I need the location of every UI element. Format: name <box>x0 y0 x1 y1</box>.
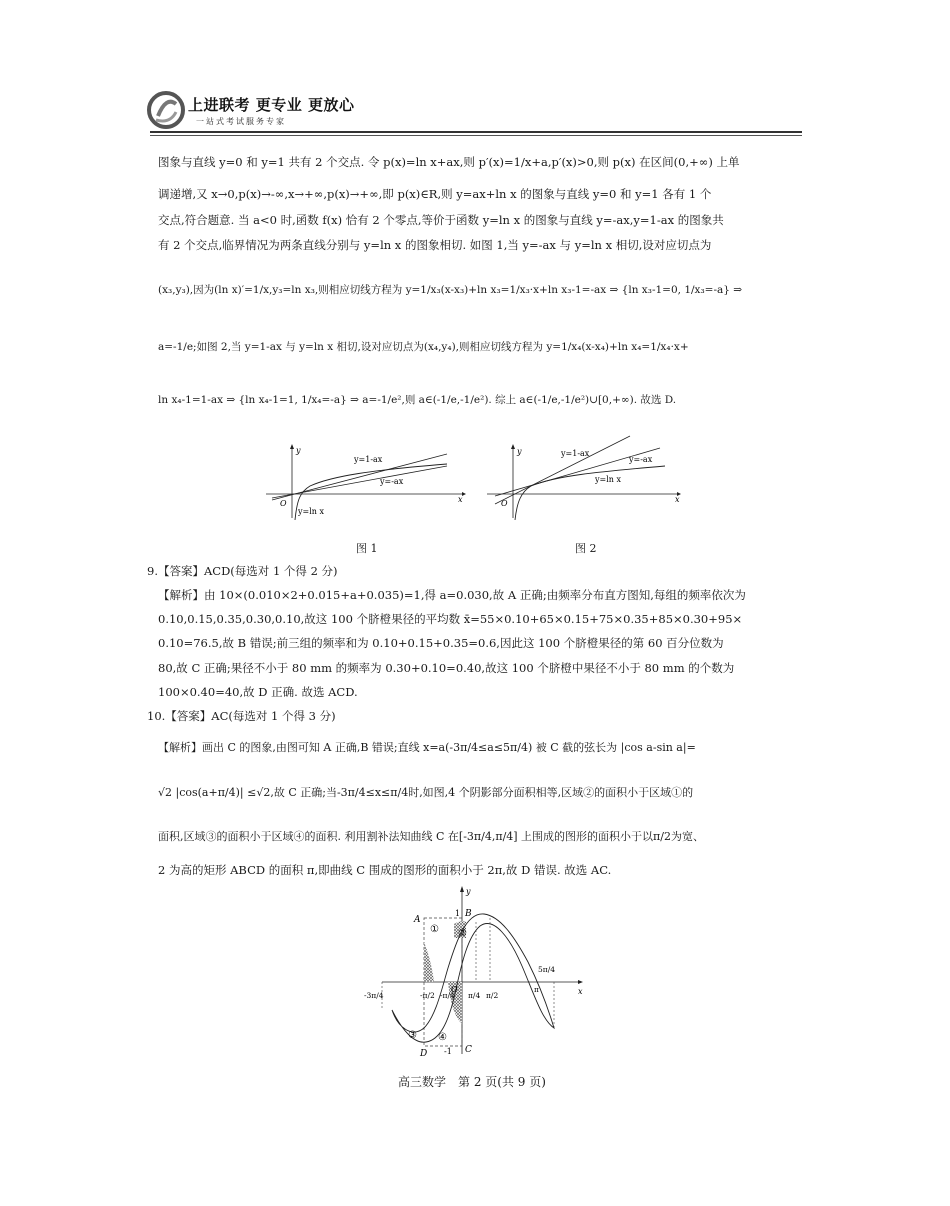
fig3-x-label: x <box>578 987 583 996</box>
figure-2-caption: 图 2 <box>575 542 597 555</box>
q9-line-2: 0.10,0.15,0.35,0.30,0.10,故这 100 个脐橙果径的平均数 x̄=55×0.10+65×0.15+75×0.35+85×0.30+95× <box>158 612 743 626</box>
q9-line-3: 0.10=76.5,故 B 错误;前三组的频率和为 0.10+0.15+0.35=0.6,因此这 100 个脐橙果径的第 60 百分位数为 <box>158 636 724 650</box>
header-rule-thick <box>150 131 802 133</box>
figure-1-caption: 图 1 <box>356 542 378 555</box>
q10-line-3: 面积,区域③的面积小于区域④的面积. 利用割补法知曲线 C 在[-3π/4,π/4] 上围成的图形的面积小于以π/2为宽、 <box>158 830 704 843</box>
q10-answer: 10.【答案】AC(每选对 1 个得 3 分) <box>147 709 336 723</box>
q9-line-4: 80,故 C 正确;果径不小于 80 mm 的频率为 0.30+0.10=0.40,故这 100 个脐橙中果径不小于 80 mm 的个数为 <box>158 661 735 675</box>
fig3-region-4: ④ <box>438 1032 447 1043</box>
page-header <box>146 88 806 136</box>
fig3-point-a: A <box>414 915 421 925</box>
fig3-region-3: ③ <box>408 1030 417 1041</box>
fig1-origin-label: O <box>280 499 287 508</box>
fig3-tick-neg-pi-2: -π/2 <box>420 991 435 1000</box>
fig2-x-label: x <box>675 495 680 504</box>
q8-line-4: 有 2 个交点,临界情况为两条直线分别与 y=ln x 的图象相切. 如图 1,当 y=-ax 与 y=ln x 相切,设对应切点为 <box>158 238 712 252</box>
q8-line-3: 交点,符合题意. 当 a<0 时,函数 f(x) 恰有 2 个零点,等价于函数 y=ln x 的图象与直线 y=-ax,y=1-ax 的图象共 <box>158 213 724 227</box>
fig1-x-label: x <box>458 495 463 504</box>
q8-line-6: a=-1/e;如图 2,当 y=1-ax 与 y=ln x 相切,设对应切点为(x₄,y₄),则相应切线方程为 y=1/x₄(x-x₄)+ln x₄=1/x₄·x+ <box>158 341 689 353</box>
brand-name: 上进联考 更专业 更放心 <box>188 96 355 114</box>
fig3-tick-pi-4: π/4 <box>468 991 481 1000</box>
q8-line-7: ln x₄-1=1-ax ⇒ {ln x₄-1=1, 1/x₄=-a} ⇒ a=-1/e²,则 a∈(-1/e,-1/e²). 综上 a∈(-1/e,-1/e²)∪[0,+∞). 故选 D. <box>158 394 677 406</box>
fig2-line2-label: y=-ax <box>629 455 653 464</box>
fig3-tick-1: 1 <box>455 909 461 918</box>
fig2-curve-label: y=ln x <box>595 475 621 484</box>
fig3-tick-pi: π <box>534 985 539 994</box>
fig1-y-label: y <box>296 446 301 455</box>
figure-3-curve-c <box>362 882 592 1062</box>
fig3-point-b: B <box>465 909 472 919</box>
fig2-y-label: y <box>517 447 522 456</box>
fig3-tick-neg-3pi-4: -3π/4 <box>364 991 384 1000</box>
fig3-origin-label: O <box>451 985 458 994</box>
fig1-curve-label: y=ln x <box>298 507 324 516</box>
q10-line-4: 2 为高的矩形 ABCD 的面积 π,即曲线 C 围成的图形的面积小于 2π,故 D 错误. 故选 AC. <box>158 863 612 877</box>
q9-line-5: 100×0.40=40,故 D 正确. 故选 ACD. <box>158 685 358 699</box>
fig3-tick-neg-pi-4: -π/4 <box>440 991 455 1000</box>
fig3-point-c: C <box>465 1045 472 1055</box>
fig3-tick-pi-2: π/2 <box>486 991 499 1000</box>
q10-line-1: 【解析】画出 C 的图象,由图可知 A 正确,B 错误;直线 x=a(-3π/4≤a≤5π/4) 被 C 截的弦长为 |cos a-sin a|= <box>158 741 696 754</box>
q10-line-2: √2 |cos(a+π/4)| ≤√2,故 C 正确;当-3π/4≤x≤π/4时,如图,4 个阴影部分面积相等,区域②的面积小于区域①的 <box>158 786 694 799</box>
brand-tagline: 一站式考试服务专家 <box>196 117 286 126</box>
q8-line-2: 调递增,又 x→0,p(x)→-∞,x→+∞,p(x)→+∞,即 p(x)∈R,则 y=ax+ln x 的图象与直线 y=0 和 y=1 各有 1 个 <box>158 187 712 201</box>
fig3-region-1: ① <box>430 924 439 935</box>
q8-line-1: 图象与直线 y=0 和 y=1 共有 2 个交点. 令 p(x)=ln x+ax,则 p′(x)=1/x+a,p′(x)>0,则 p(x) 在区间(0,+∞) 上单 <box>158 155 740 169</box>
page-footer: 高三数学 第 2 页(共 9 页) <box>398 1075 546 1089</box>
brand-logo-icon <box>146 90 186 130</box>
fig2-line1-label: y=1-ax <box>561 449 590 458</box>
figure-1 <box>262 442 467 522</box>
fig2-origin-label: O <box>501 499 508 508</box>
fig3-y-label: y <box>466 887 471 896</box>
fig3-region-2: ② <box>458 928 467 939</box>
fig3-tick-5pi-4: 5π/4 <box>538 965 555 974</box>
header-rule-thin <box>150 135 802 136</box>
figure-2 <box>485 432 685 522</box>
q9-answer: 9.【答案】ACD(每选对 1 个得 2 分) <box>147 564 338 578</box>
fig1-line1-label: y=1-ax <box>354 455 383 464</box>
fig3-point-d: D <box>420 1049 428 1059</box>
fig1-line2-label: y=-ax <box>380 477 404 486</box>
q9-line-1: 【解析】由 10×(0.010×2+0.015+a+0.035)=1,得 a=0.030,故 A 正确;由频率分布直方图知,每组的频率依次为 <box>158 588 746 602</box>
fig3-tick-neg1: -1 <box>444 1047 452 1056</box>
q8-line-5: (x₃,y₃),因为(ln x)′=1/x,y₃=ln x₃,则相应切线方程为 y=1/x₃(x-x₃)+ln x₃=1/x₃·x+ln x₃-1=-ax ⇒ {ln x₃-1=0, 1/x₃=-a} ⇒ <box>158 284 743 296</box>
